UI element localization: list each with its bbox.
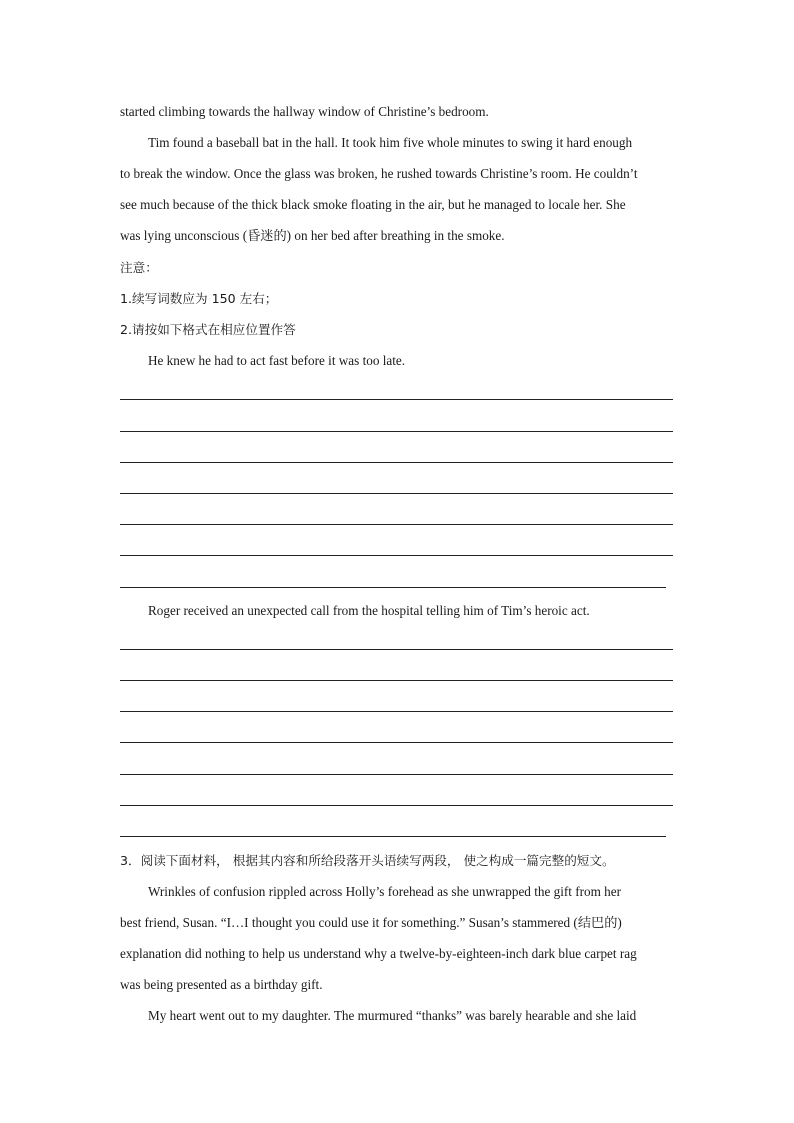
task3-line: Wrinkles of confusion rippled across Holly’s forehead as she unwrapped the gift from her bbox=[148, 884, 621, 899]
answer-line bbox=[120, 524, 673, 525]
task3-line: was being presented as a birthday gift. bbox=[120, 977, 323, 992]
passage-line: was lying unconscious (昏迷的) on her bed after breathing in the smoke. bbox=[120, 228, 505, 243]
answer2-prompt: Roger received an unexpected call from the hospital telling him of Tim’s heroic act. bbox=[148, 603, 590, 618]
answer-line bbox=[120, 649, 673, 650]
passage-line: started climbing towards the hallway window of Christine’s bedroom. bbox=[120, 104, 489, 119]
passage-line: Tim found a baseball bat in the hall. It took him five whole minutes to swing it hard enough bbox=[148, 135, 633, 150]
answer-line bbox=[120, 555, 673, 556]
answer-line bbox=[120, 711, 673, 712]
answer-line bbox=[120, 399, 673, 400]
answer-line bbox=[120, 836, 666, 837]
answer-line bbox=[120, 680, 673, 681]
answer-line bbox=[120, 805, 673, 806]
answer-line bbox=[120, 742, 673, 743]
notes-item: 2.请按如下格式在相应位置作答 bbox=[120, 322, 296, 337]
answer1-prompt: He knew he had to act fast before it was too late. bbox=[148, 353, 406, 368]
task3-line: My heart went out to my daughter. The murmured “thanks” was barely hearable and she laid bbox=[148, 1008, 637, 1023]
task3-line: best friend, Susan. “I…I thought you could use it for something.” Susan’s stammered (结巴的) bbox=[120, 915, 622, 930]
answer-line bbox=[120, 462, 673, 463]
answer-line bbox=[120, 431, 673, 432]
passage-line: see much because of the thick black smoke floating in the air, but he managed to locale her. She bbox=[120, 197, 626, 212]
task3-instruction: 3．阅读下面材料， 根据其内容和所给段落开头语续写两段， 使之构成一篇完整的短文。 bbox=[120, 853, 615, 868]
task3-line: explanation did nothing to help us understand why a twelve-by-eighteen-inch dark blue carpet rag bbox=[120, 946, 637, 961]
answer-line bbox=[120, 774, 673, 775]
notes-item: 1.续写词数应为 150 左右； bbox=[120, 291, 278, 306]
notes-heading: 注意： bbox=[120, 260, 158, 275]
passage-line: to break the window. Once the glass was broken, he rushed towards Christine’s room. He couldn’t bbox=[120, 166, 638, 181]
answer-line bbox=[120, 587, 666, 588]
answer-line bbox=[120, 493, 673, 494]
